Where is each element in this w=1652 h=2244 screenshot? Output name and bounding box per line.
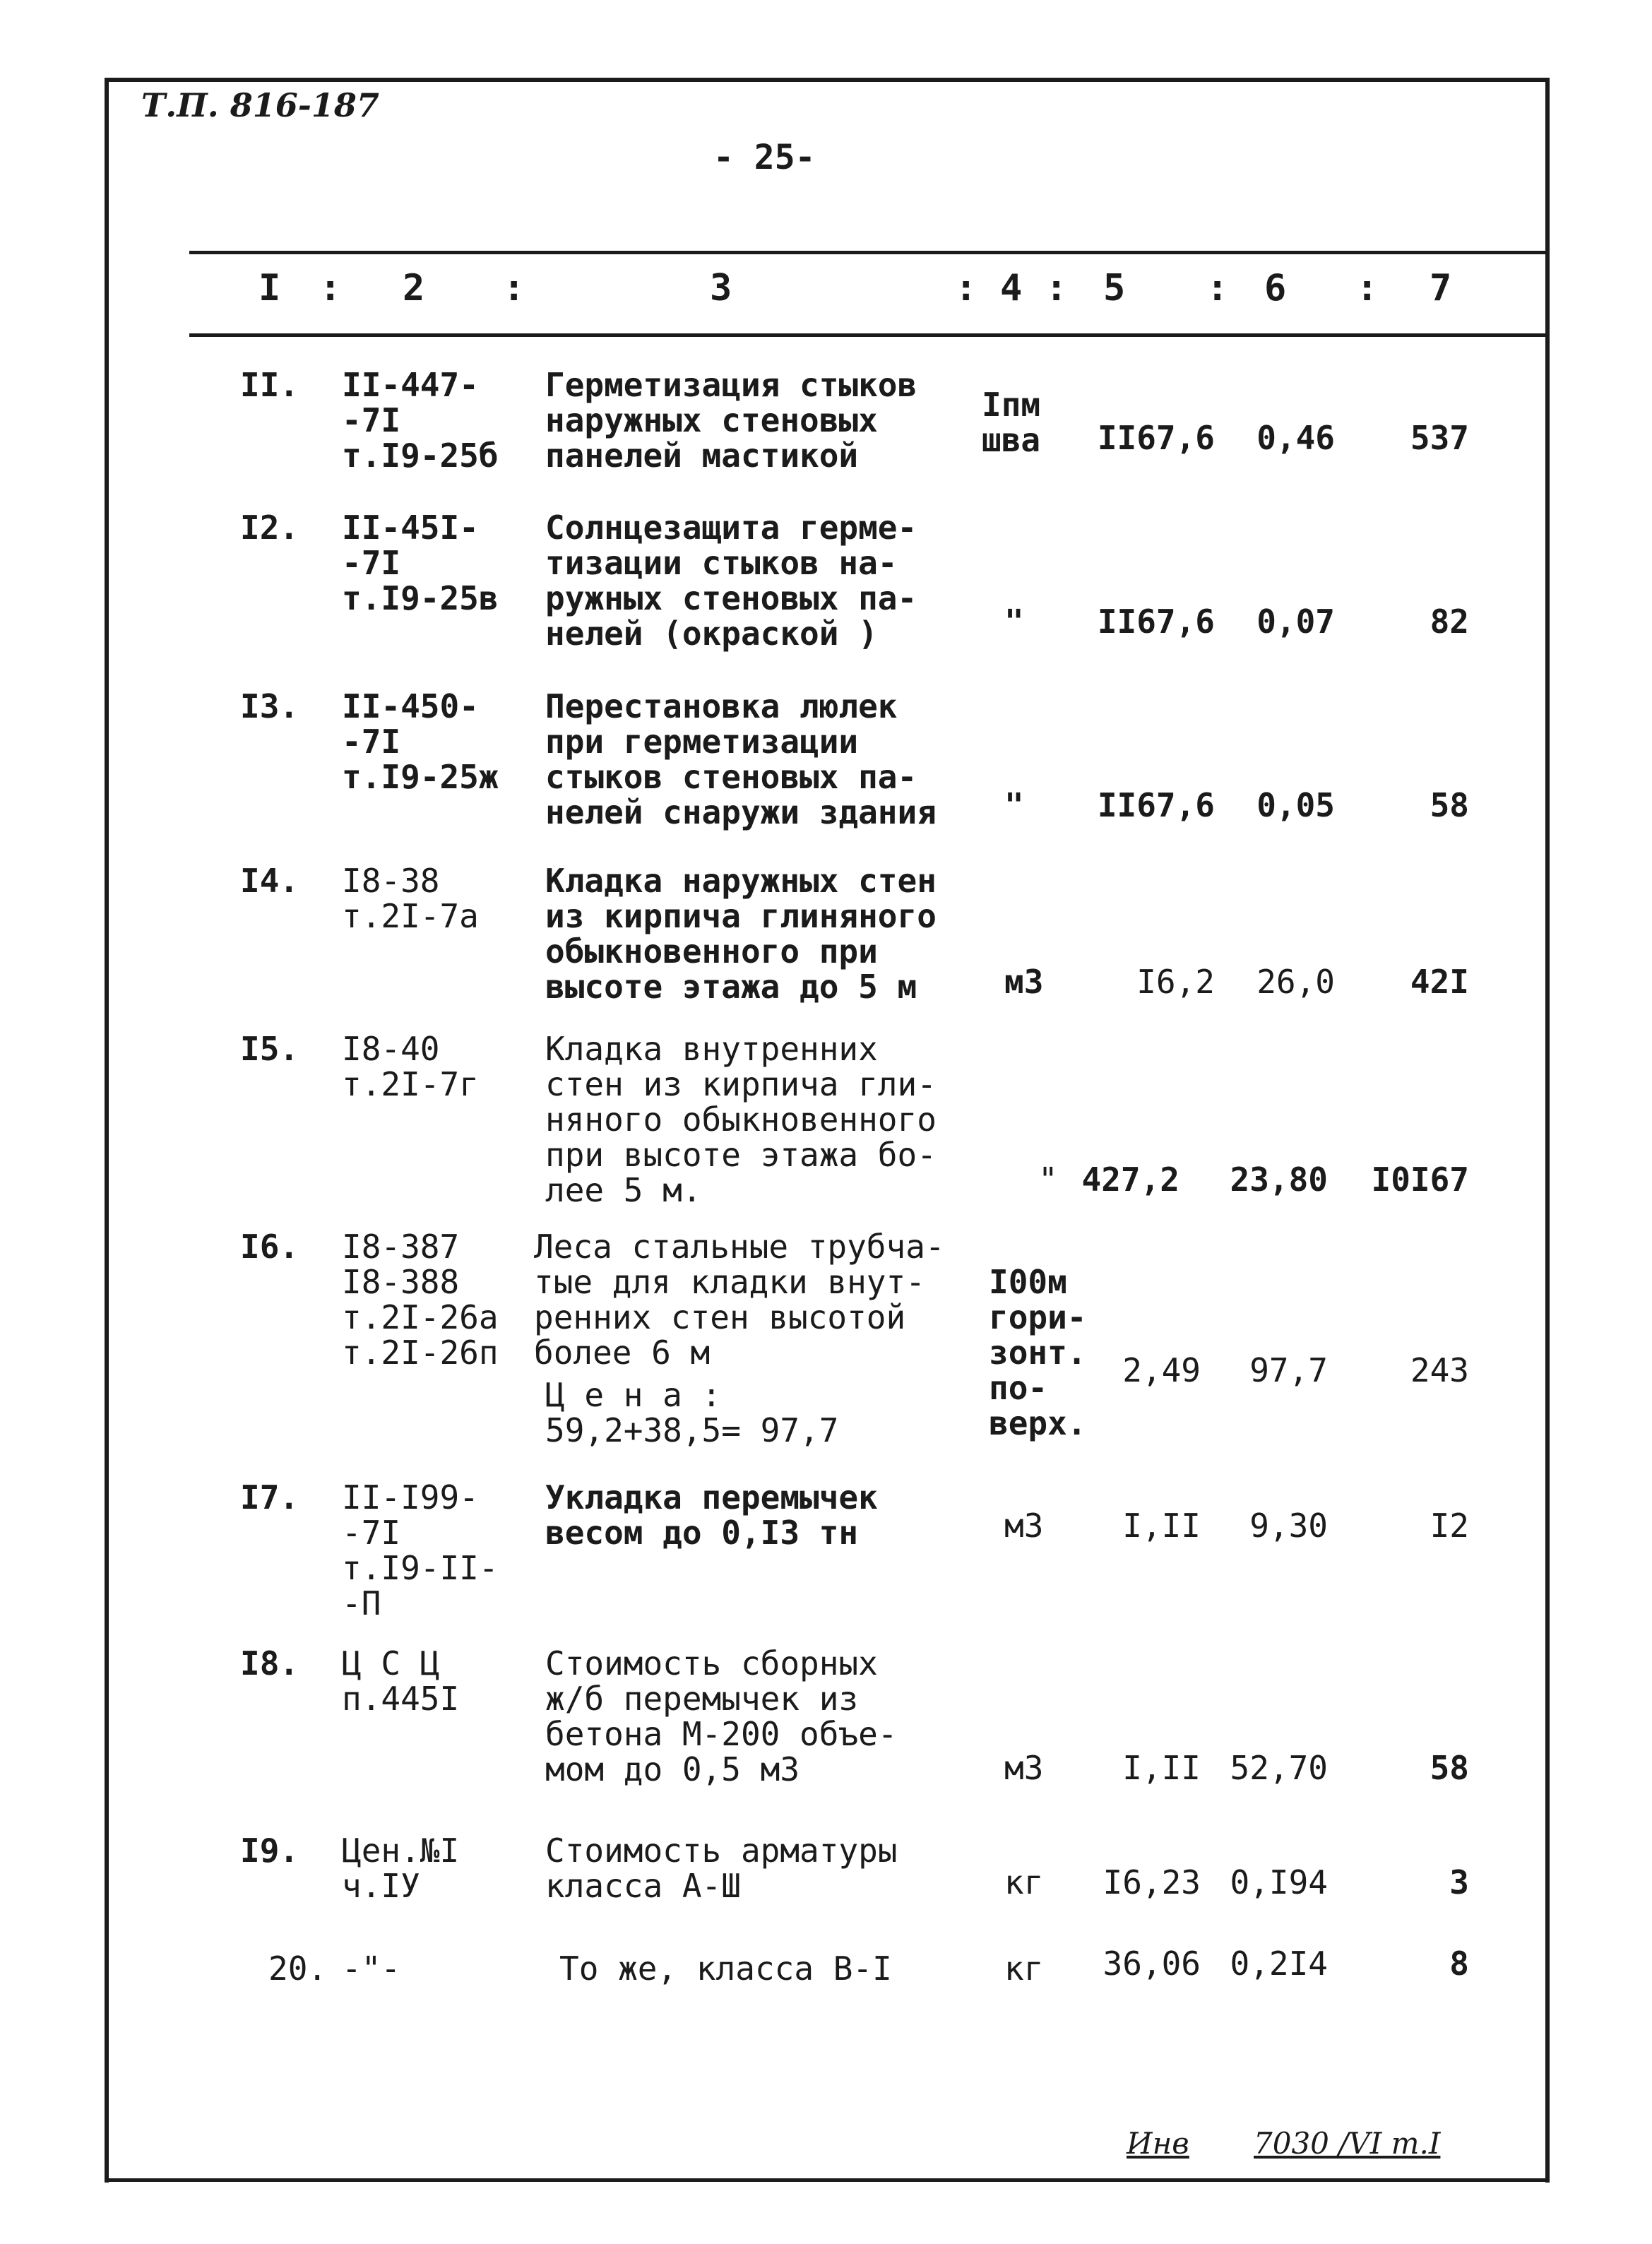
row-unit: Iпм шва	[982, 386, 1041, 459]
row-description: Солнцезащита герме- тизации стыков на- ружных стеновых па- нелей (окраской )	[545, 509, 917, 653]
header-sep-1: :	[319, 267, 342, 309]
inventory-number: 7030 /VI т.I	[1254, 2126, 1441, 2161]
row-total: I0I67	[1371, 1160, 1469, 1199]
header-col-6: 6	[1264, 267, 1287, 309]
price-note: Ц е н а : 59,2+38,5= 97,7	[545, 1376, 839, 1449]
row-quantity: I6,23	[1103, 1863, 1201, 1901]
row-code: I8-387 I8-388 т.2I-26а т.2I-26п	[342, 1228, 499, 1372]
row-total: 42I	[1410, 963, 1469, 1001]
row-quantity: I,II	[1122, 1749, 1201, 1787]
header-sep-2: :	[503, 267, 525, 309]
row-quantity: I,II	[1122, 1507, 1201, 1545]
row-number: 20.	[268, 1949, 328, 1988]
row-unit: "	[1038, 1160, 1058, 1199]
header-sep-4: :	[1045, 267, 1068, 309]
row-description: Стоимость арматуры класса А-Ш	[545, 1832, 898, 1905]
header-col-3: 3	[710, 267, 732, 309]
header-sep-6: :	[1356, 267, 1379, 309]
page-number: - 25-	[713, 138, 816, 177]
row-description: Укладка перемычек весом до 0,I3 тн	[545, 1478, 878, 1552]
row-number: II.	[240, 366, 299, 404]
inventory-label: Инв	[1127, 2126, 1189, 2161]
row-total: 243	[1410, 1351, 1469, 1389]
row-number: I4.	[240, 862, 299, 900]
row-unit-price: 52,70	[1230, 1749, 1328, 1787]
row-quantity: 427,2	[1081, 1160, 1179, 1199]
header-sep-3: :	[955, 267, 977, 309]
row-total: 58	[1430, 1749, 1469, 1787]
row-quantity: II67,6	[1097, 602, 1215, 641]
row-unit-price: 0,07	[1256, 602, 1335, 641]
row-code: -"-	[342, 1949, 401, 1988]
row-unit: м3	[1004, 1507, 1044, 1545]
row-unit: кг	[1004, 1863, 1044, 1901]
row-number: I7.	[240, 1478, 299, 1516]
table-header-bottom-rule	[189, 333, 1550, 337]
row-number: I6.	[240, 1228, 299, 1266]
row-number: I5.	[240, 1030, 299, 1068]
row-description: Леса стальные трубча- тые для кладки внут- ренних стен высотой более 6 м	[534, 1228, 945, 1372]
row-unit-price: 0,46	[1256, 419, 1335, 457]
row-unit-price: 26,0	[1256, 963, 1335, 1001]
row-unit: I00м гори- зонт. по- верх.	[989, 1263, 1087, 1442]
row-quantity: I6,2	[1136, 963, 1215, 1001]
header-col-7: 7	[1430, 267, 1452, 309]
row-unit-price: 9,30	[1249, 1507, 1328, 1545]
row-code: II-447- -7I т.I9-25б	[342, 366, 499, 475]
document-code: Т.П. 816-187	[141, 86, 379, 124]
row-quantity: II67,6	[1097, 786, 1215, 824]
row-description: То же, класса В-I	[559, 1949, 892, 1988]
header-sep-5: :	[1206, 267, 1229, 309]
row-number: I2.	[240, 509, 299, 547]
row-total: 82	[1430, 602, 1469, 641]
row-code: II-450- -7I т.I9-25ж	[342, 687, 499, 796]
row-unit-price: 23,80	[1230, 1160, 1328, 1199]
header-col-4: 4	[1000, 267, 1023, 309]
header-col-5: 5	[1103, 267, 1126, 309]
row-total: 3	[1449, 1863, 1469, 1901]
row-quantity: 2,49	[1122, 1351, 1201, 1389]
row-quantity: II67,6	[1097, 419, 1215, 457]
row-code: II-45I- -7I т.I9-25в	[342, 509, 499, 617]
row-unit: м3	[1004, 963, 1044, 1001]
row-code: Ц С Ц п.445I	[342, 1644, 460, 1718]
row-unit-price: 0,2I4	[1230, 1945, 1328, 1983]
row-description: Перестановка люлек при герметизации стыков стеновых па- нелей снаружи здания	[545, 687, 937, 831]
page-frame-top	[109, 78, 1550, 82]
row-unit-price: 0,I94	[1230, 1863, 1328, 1901]
row-number: I8.	[240, 1644, 299, 1682]
row-description: Стоимость сборных ж/б перемычек из бетона М-200 объе- мом до 0,5 м3	[545, 1644, 898, 1788]
row-code: II-I99- -7I т.I9-II- -П	[342, 1478, 499, 1622]
row-total: 8	[1449, 1945, 1469, 1983]
row-code: I8-40 т.2I-7г	[342, 1030, 479, 1103]
row-code: I8-38 т.2I-7а	[342, 862, 479, 935]
row-unit: кг	[1004, 1949, 1044, 1988]
table-header-top-rule	[189, 251, 1550, 254]
row-description: Кладка наружных стен из кирпича глиняного обыкновенного при высоте этажа до 5 м	[545, 862, 937, 1006]
row-unit-price: 97,7	[1249, 1351, 1328, 1389]
row-number: I3.	[240, 687, 299, 725]
row-total: 58	[1430, 786, 1469, 824]
row-description: Герметизация стыков наружных стеновых панелей мастикой	[545, 366, 917, 475]
row-unit: "	[1004, 602, 1024, 641]
row-description: Кладка внутренних стен из кирпича гли- няного обыкновенного при высоте этажа бо- лее 5 м.	[545, 1030, 937, 1209]
row-quantity: 36,06	[1103, 1945, 1201, 1983]
page-frame-bottom	[105, 2178, 1550, 2182]
header-col-2: 2	[403, 267, 425, 309]
page-frame-left	[105, 78, 109, 2183]
page-frame-right	[1545, 78, 1550, 2183]
row-unit-price: 0,05	[1256, 786, 1335, 824]
row-total: 537	[1410, 419, 1469, 457]
row-number: I9.	[240, 1832, 299, 1870]
row-unit: "	[1004, 786, 1024, 824]
row-total: I2	[1430, 1507, 1469, 1545]
row-unit: м3	[1004, 1749, 1044, 1787]
header-col-1: I	[259, 267, 281, 309]
row-code: Цен.№I ч.IУ	[342, 1832, 460, 1905]
